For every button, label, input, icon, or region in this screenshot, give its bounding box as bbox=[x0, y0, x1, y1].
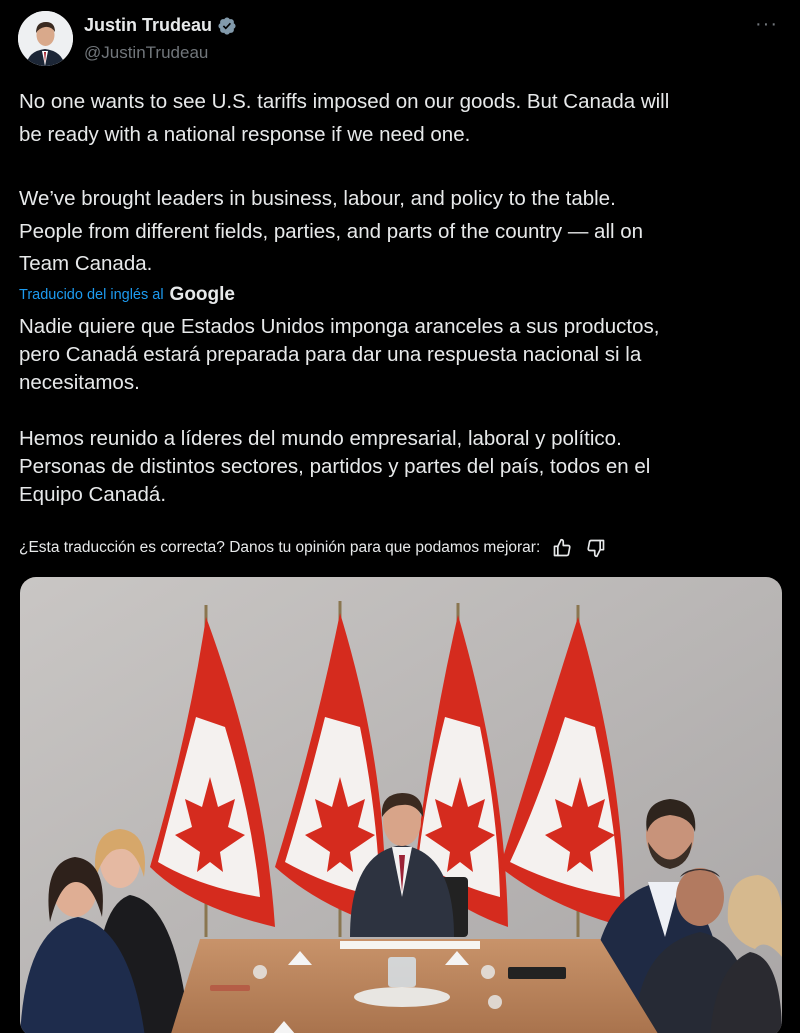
thumbs-up-icon[interactable] bbox=[550, 536, 574, 560]
translation-paragraph: Nadie quiere que Estados Unidos imponga aranceles a sus productos, pero Canadá estará preparada para dar una respuesta nacional si la necesitamos. bbox=[19, 315, 660, 394]
author-name[interactable]: Justin Trudeau bbox=[84, 15, 213, 35]
more-options-icon[interactable]: ··· bbox=[755, 13, 778, 35]
avatar[interactable] bbox=[18, 11, 73, 66]
translation-feedback bbox=[19, 536, 608, 560]
feedback-prompt: ¿Esta traducción es correcta? Danos tu opinión para que podamos mejorar: bbox=[19, 539, 541, 556]
avatar-photo bbox=[18, 11, 73, 66]
translation-attribution bbox=[19, 284, 235, 306]
thumbs-down-icon[interactable] bbox=[584, 536, 608, 560]
tweet-header bbox=[18, 11, 782, 67]
google-logo: Google bbox=[169, 284, 235, 305]
tweet-paragraph: We’ve brought leaders in business, labour, and policy to the table. People from different fields, parties, and parts of the country — all on Team Canada. bbox=[19, 187, 644, 275]
conference-table bbox=[170, 939, 660, 1033]
name-row bbox=[84, 15, 237, 36]
author-handle[interactable]: @JustinTrudeau bbox=[84, 43, 209, 62]
translation-paragraph: Hemos reunido a líderes del mundo empresarial, laboral y político. Personas de distintos sectores, partidos y partes del país, todos en el Equipo Canadá. bbox=[19, 427, 651, 506]
tweet-paragraph: No one wants to see U.S. tariffs imposed on our goods. But Canada will be ready with a national response if we need one. bbox=[19, 90, 670, 146]
translated-from-link[interactable]: Traducido del inglés al bbox=[19, 287, 164, 303]
translated-text bbox=[19, 313, 779, 509]
meeting-photo bbox=[20, 577, 782, 1033]
tweet-photo[interactable] bbox=[20, 577, 782, 1033]
tweet-text bbox=[19, 86, 779, 281]
verified-badge-icon bbox=[217, 16, 237, 36]
